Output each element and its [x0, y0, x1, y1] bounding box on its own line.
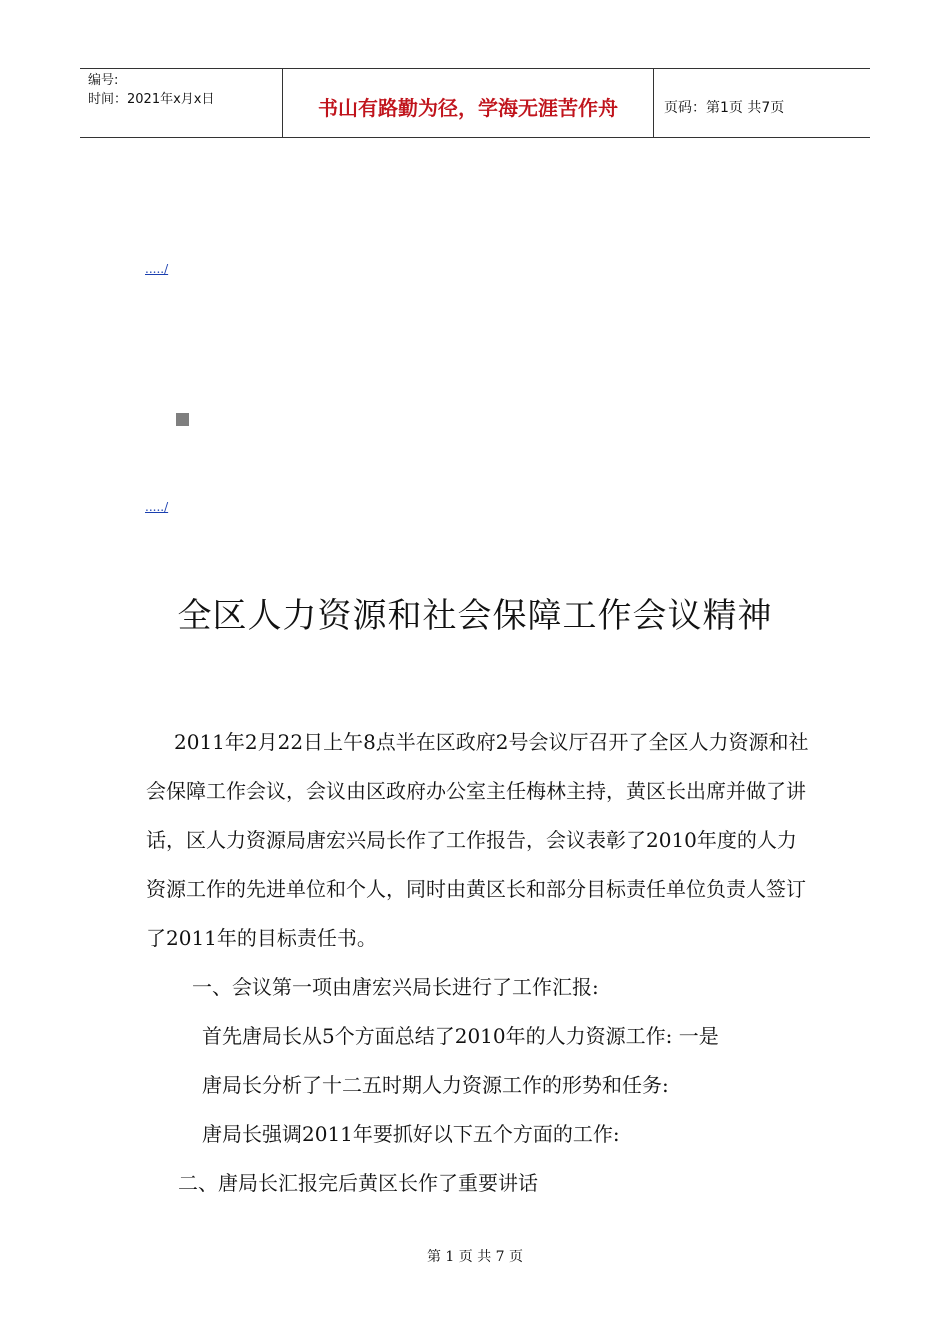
paragraph-emphasis: 唐局长强调2011年要抓好以下五个方面的工作: — [202, 1122, 620, 1146]
paragraph-analysis: 唐局长分析了十二五时期人力资源工作的形势和任务: — [202, 1073, 669, 1097]
paragraph-intro: 2011年2月22日上午8点半在区政府2号会议厅召开了全区人力资源和社会保障工作会议，会议由区政府办公室主任梅林主持，黄区长出席并做了讲话，区人力资源局唐宏兴局长作了工作报告，会议表彰了2010年度的人力资源工作的先进单位和个人，同时由黄区长和部分目标责任单位负责人签订了2011年的目标责任书。 — [146, 730, 809, 950]
header-page-info: 页码：第1页 共7页 — [664, 100, 785, 116]
paragraph-section-1: 一、会议第一项由唐宏兴局长进行了工作汇报: — [192, 975, 599, 999]
page-footer: 第 1 页 共 7 页 — [426, 1249, 524, 1265]
code-label: 编号: — [88, 73, 119, 88]
paragraph-summary: 首先唐局长从5个方面总结了2010年的人力资源工作: 一是 — [202, 1024, 719, 1048]
document-body — [146, 718, 810, 1208]
header-motto: 书山有路勤为径，学海无涯苦作舟 — [282, 69, 654, 137]
second-link[interactable]: ...../ — [145, 500, 169, 514]
paragraph-section-2: 二、唐局长汇报完后黄区长作了重要讲话 — [178, 1171, 538, 1195]
top-link[interactable]: ...../ — [145, 262, 169, 276]
header-meta — [80, 69, 282, 137]
page-header — [80, 68, 870, 138]
time-label: 时间：2021年x月x日 — [88, 92, 215, 107]
document-title: 全区人力资源和社会保障工作会议精神 — [177, 596, 773, 636]
square-bullet-icon — [176, 413, 189, 426]
